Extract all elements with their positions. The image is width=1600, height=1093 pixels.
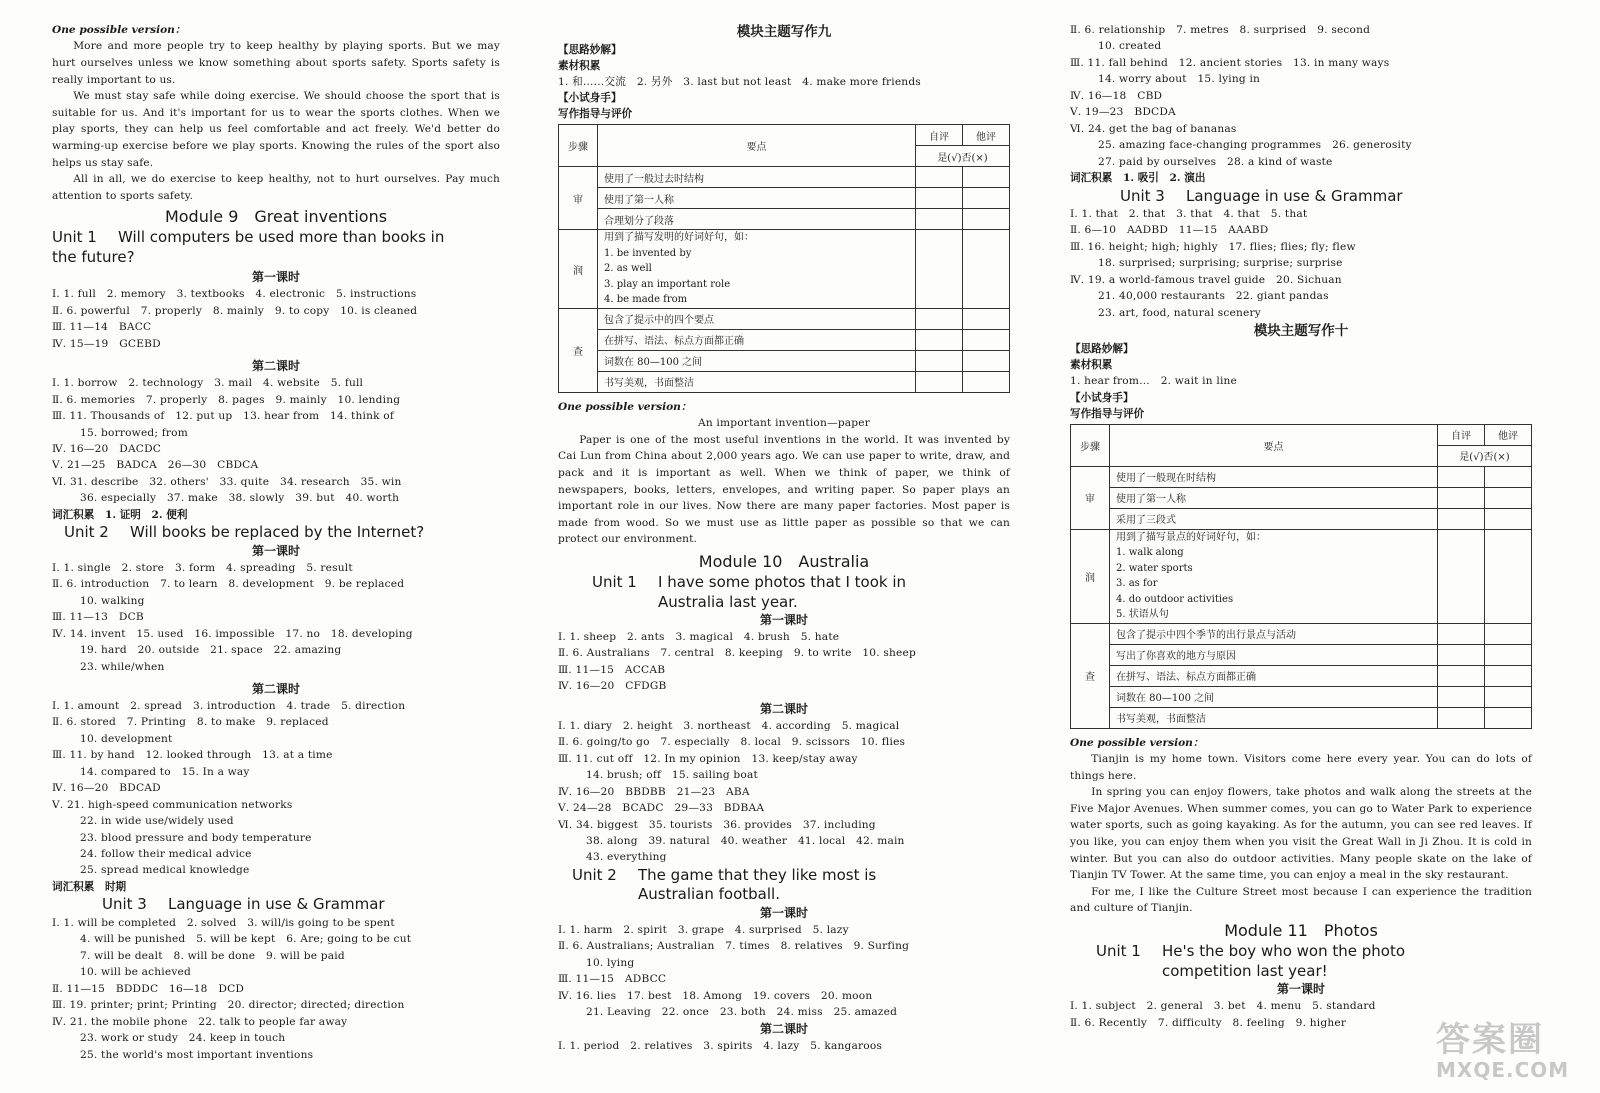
point-cell [598, 230, 916, 309]
essay-paragraph: In spring you can enjoy flowers, take photos and walk along the streets at the Five Major Avenues. When summer comes, you can go to Water Park to experience water sports, such as going kayaking. As for the autumn, you can see red leaves. If you like, you can enjoy them when you visit the Great Wall in Ji Zhou. It is cold in winter. But you can also do outdoor activities. Many people skate on the lake of Tianjin TV Tower. At the same time, you can enjoy a meal in the sky restaurant. [1070, 786, 1532, 882]
essay-paragraph: All in all, we do exercise to keep healthy, not to hurt ourselves. Pay much attention to sports safety. [52, 173, 500, 202]
answer-line: Ⅳ. 21. the mobile phone 22. talk to people far away [52, 1015, 348, 1028]
peer-eval-cell [1485, 487, 1532, 508]
points-header: 要点 [1110, 424, 1438, 466]
answer-line: Ⅰ. 1. subject 2. general 3. bet 4. menu 5. standard [1070, 1000, 1376, 1013]
unit-title [102, 895, 500, 915]
essay-paragraph: Tianjin is my home town. Visitors come here every year. You can do lots of things here. [1070, 753, 1532, 782]
answer-line: 10. lying [586, 956, 635, 969]
unit-number: Unit 1 [52, 228, 97, 247]
answer-line: Ⅲ. 16. height; high; highly 17. flies; flies; fly; flew [1070, 240, 1356, 253]
answer-line: Ⅲ. 19. printer; print; Printing 20. director; directed; direction [52, 999, 405, 1012]
polish-line: 用到了描写发明的好词好句，如： [604, 232, 754, 244]
answer-line: 25. spread medical knowledge [80, 864, 250, 877]
step-header: 步骤 [559, 125, 598, 167]
self-eval-cell [1438, 686, 1485, 707]
answer-line: Ⅴ. 21. high-speed communication networks [52, 798, 293, 811]
answer-line: Ⅵ. 34. biggest 35. tourists 36. provides 37. including [558, 818, 876, 831]
lesson-heading: 第二课时 [251, 681, 300, 696]
answer-line: Ⅲ. 11—13 DCB [52, 611, 144, 624]
point-cell [1110, 529, 1438, 623]
unit-number: Unit 1 [592, 573, 637, 592]
peer-eval-cell [963, 230, 1010, 309]
step-review: 审 [559, 167, 598, 230]
writing-section-title: 模块主题写作九 [736, 24, 832, 40]
evaluation-table [1070, 424, 1532, 729]
unit-title [1096, 942, 1532, 962]
answer-line: Ⅳ. 16. lies 17. best 18. Among 19. covers 20. moon [558, 989, 873, 1002]
peer-eval-cell [963, 308, 1010, 329]
point-cell: 书写美观，书面整洁 [598, 371, 916, 392]
column-1 [52, 22, 500, 1063]
essay-paragraph: We must stay safe while doing exercise. We should choose the sport that is suitable for us. And it's important for us to wear the sports clothes. When we play sports, they can help us feel comfortable and act freely. We'd better do warming-up exercise before we play sports. Knowing the rules of the sport also helps us stay safe. [52, 90, 500, 169]
unit-title-line: Australian football. [638, 885, 780, 904]
peer-eval-cell [963, 188, 1010, 209]
point-cell: 使用了一般现在时结构 [1110, 466, 1438, 487]
answer-line: Ⅲ. 11. fall behind 12. ancient stories 13. in many ways [1070, 56, 1390, 69]
unit-title-line: I have some photos that I took in [658, 573, 906, 592]
essay-paragraph: Paper is one of the most useful inventions in the world. It was invented by Cai Lun from China about 2,000 years ago. We can use paper to write, draw, and pack and it is important as well. When we think of paper, we think of newspapers, books, letters, envelopes, and writing paper. So paper plays an important role in our lives. Now there are many paper factories. Most paper is made from wood. So we must use as little paper as possible so that we can protect our environment. [558, 433, 1010, 546]
polish-line: 3. play an important role [604, 278, 731, 290]
answer-line: Ⅰ. 1. single 2. store 3. form 4. spreading 5. result [52, 561, 353, 574]
vocab-note: 词汇积累 1. 证明 2. 便利 [52, 508, 188, 521]
answer-line: 18. surprised; surprising; surprise; surprise [1098, 257, 1343, 270]
essay-label: One possible version： [52, 24, 186, 36]
self-eval-cell [1438, 707, 1485, 728]
essay-paragraph: More and more people try to keep healthy by playing sports. But we may hurt ourselves unless we know something about sports safety. Sports safety is really important to us. [52, 40, 500, 86]
self-eval-cell [916, 230, 963, 309]
answer-line: 24. follow their medical advice [80, 848, 252, 861]
point-cell: 词数在 80—100 之间 [1110, 686, 1438, 707]
lesson-heading: 第二课时 [759, 701, 808, 716]
vocab-note: 词汇积累 时期 [52, 880, 127, 893]
self-eval-cell [1438, 487, 1485, 508]
unit-title-line: competition last year! [1162, 961, 1328, 980]
point-cell: 包含了提示中四个季节的出行景点与活动 [1110, 623, 1438, 644]
self-eval-cell [1438, 644, 1485, 665]
unit-title-line: Language in use & Grammar [168, 895, 385, 914]
answer-line: Ⅵ. 24. get the bag of bananas [1070, 122, 1237, 135]
unit-title-line: He's the boy who won the photo [1162, 942, 1406, 961]
polish-line: 3. as for [1116, 578, 1158, 590]
peer-eval-cell [963, 350, 1010, 371]
thinking-label: 【思路妙解】 [1070, 343, 1134, 356]
answer-line: 10. walking [80, 594, 145, 607]
answer-line: Ⅰ. 1. full 2. memory 3. textbooks 4. electronic 5. instructions [52, 288, 417, 301]
answer-line: Ⅳ. 16—18 CBD [1070, 89, 1163, 102]
answer-line: Ⅱ. 6. relationship 7. metres 8. surprised 9. second [1070, 24, 1371, 36]
point-cell: 使用了第一人称 [1110, 487, 1438, 508]
unit-title-line: Australia last year. [658, 592, 798, 611]
answer-line: 21. Leaving 22. once 23. both 24. miss 25. amazed [586, 1006, 898, 1019]
answer-line: 4. will be punished 5. will be kept 6. Are; going to be cut [80, 933, 412, 946]
self-eval-cell [1438, 623, 1485, 644]
unit-title-line: Will computers be used more than books in [118, 228, 445, 247]
peer-eval-header: 他评 [1485, 424, 1532, 445]
answer-line: 23. work or study 24. keep in touch [80, 1032, 286, 1045]
step-polish: 润 [559, 230, 598, 309]
self-eval-cell [1438, 665, 1485, 686]
answer-line: Ⅳ. 16—20 BDCAD [52, 782, 161, 795]
answer-line: Ⅳ. 15—19 GCEBD [52, 337, 161, 350]
column-3 [1070, 22, 1532, 1031]
material-line: 1. hear from… 2. wait in line [1070, 375, 1238, 388]
peer-eval-cell [1485, 665, 1532, 686]
answer-line: Ⅱ. 6. stored 7. Printing 8. to make 9. replaced [52, 716, 329, 729]
answer-line: 10. created [1098, 40, 1162, 53]
answer-line: Ⅵ. 31. describe 32. others' 33. quite 34. research 35. win [52, 475, 402, 488]
polish-line: 4. do outdoor activities [1116, 593, 1234, 605]
lesson-heading: 第二课时 [251, 359, 300, 374]
peer-eval-cell [963, 371, 1010, 392]
point-cell: 写出了你喜欢的地方与原因 [1110, 644, 1438, 665]
answer-line: Ⅲ. 11. by hand 12. looked through 13. at a time [52, 749, 333, 762]
answer-line: 14. compared to 15. In a way [80, 765, 250, 778]
peer-eval-cell [1485, 466, 1532, 487]
trial-label: 【小试身手】 [558, 92, 622, 105]
watermark-bottom: MXQE.COM [1436, 1058, 1570, 1082]
answer-line: Ⅰ. 1. that 2. that 3. that 4. that 5. that [1070, 208, 1308, 221]
lesson-heading: 第一课时 [759, 905, 808, 920]
point-cell: 词数在 80—100 之间 [598, 350, 916, 371]
answer-line: Ⅲ. 11—15 ACCAB [558, 663, 666, 676]
answer-line: Ⅴ. 21—25 BADCA 26—30 CBDCA [52, 459, 259, 472]
unit-title-line: the future? [52, 247, 135, 266]
lesson-heading: 第一课时 [251, 270, 300, 285]
answer-line: 23. while/when [80, 660, 165, 673]
answer-line: 15. borrowed; from [80, 426, 188, 439]
answer-line: 10. development [80, 732, 173, 745]
lesson-heading: 第一课时 [251, 543, 300, 558]
answer-line: Ⅲ. 11—15 ADBCC [558, 973, 667, 986]
point-cell: 在拼写、语法、标点方面都正确 [1110, 665, 1438, 686]
answer-line: Ⅰ. 1. harm 2. spirit 3. grape 4. surprised 5. lazy [558, 923, 849, 936]
unit-title [52, 228, 500, 248]
unit-title [1120, 187, 1532, 207]
self-eval-cell [916, 350, 963, 371]
material-label: 素材积累 [1070, 359, 1113, 372]
answer-line: 19. hard 20. outside 21. space 22. amazing [80, 644, 342, 657]
unit-number: Unit 3 [102, 895, 147, 914]
step-review: 审 [1071, 466, 1110, 529]
essay-title: An important invention—paper [697, 417, 871, 430]
answer-line: Ⅱ. 6. Australians; Australian 7. times 8. relatives 9. Surfing [558, 940, 910, 953]
lesson-heading: 第一课时 [1276, 982, 1325, 997]
polish-line: 用到了描写景点的好词好句，如： [1116, 531, 1266, 543]
polish-line: 2. as well [604, 263, 652, 275]
material-label: 素材积累 [558, 60, 601, 72]
answer-line: 10. will be achieved [80, 966, 191, 979]
answer-line: 21. 40,000 restaurants 22. giant pandas [1098, 290, 1329, 303]
answer-line: 14. brush; off 15. sailing boat [586, 769, 758, 782]
answer-line: Ⅱ. 6. going/to go 7. especially 8. local 9. scissors 10. flies [558, 736, 906, 749]
step-header: 步骤 [1071, 424, 1110, 466]
point-cell: 书写美观，书面整洁 [1110, 707, 1438, 728]
self-eval-cell [916, 188, 963, 209]
points-header: 要点 [598, 125, 916, 167]
unit-title-line: The game that they like most is [638, 865, 877, 884]
essay-label: One possible version： [558, 400, 692, 413]
answer-line: 14. worry about 15. lying in [1098, 73, 1261, 86]
watermark-logo [1436, 1021, 1586, 1087]
answer-line: Ⅳ. 16—20 BBDBB 21—23 ABA [558, 785, 750, 798]
point-cell: 采用了三段式 [1110, 508, 1438, 529]
guide-label: 写作指导与评价 [558, 108, 633, 121]
answer-line: Ⅳ. 16—20 DACDC [52, 443, 162, 456]
answer-line: Ⅰ. 1. sheep 2. ants 3. magical 4. brush 5. hate [558, 631, 840, 644]
answer-line: 23. art, food, natural scenery [1098, 306, 1261, 319]
essay-label: One possible version： [1070, 736, 1204, 749]
yes-no-header: 是(√)否(×) [916, 146, 1010, 167]
self-eval-cell [1438, 466, 1485, 487]
answer-line: Ⅰ. 1. will be completed 2. solved 3. will/is going to be spent [52, 916, 395, 929]
answer-line: Ⅱ. 6. Australians 7. central 8. keeping 9. to write 10. sheep [558, 647, 916, 660]
unit-number: Unit 1 [1096, 942, 1141, 961]
answer-line: Ⅲ. 11—14 BACC [52, 321, 152, 334]
unit-title [64, 523, 500, 543]
answer-line: 38. along 39. natural 40. weather 41. local 42. main [586, 835, 905, 847]
lesson-heading: 第二课时 [759, 1021, 808, 1036]
unit-number: Unit 2 [64, 523, 109, 542]
answer-line: 25. the world's most important inventions [80, 1048, 314, 1061]
peer-eval-cell [963, 329, 1010, 350]
self-eval-cell [916, 167, 963, 188]
step-check: 查 [559, 308, 598, 392]
polish-line: 5. 状语从句 [1116, 609, 1169, 621]
unit-number: Unit 3 [1120, 186, 1165, 205]
self-eval-cell [916, 329, 963, 350]
peer-eval-cell [1485, 644, 1532, 665]
polish-line: 4. be made from [604, 294, 688, 306]
self-eval-cell [1438, 508, 1485, 529]
answer-line: Ⅲ. 11. Thousands of 12. put up 13. hear from 14. think of [52, 410, 394, 423]
answer-line: Ⅴ. 24—28 BCADC 29—33 BDBAA [558, 802, 765, 815]
point-cell: 包含了提示中的四个要点 [598, 308, 916, 329]
essay-paragraph: For me, I like the Culture Street most because I can experience the tradition and culture of Tianjin. [1070, 885, 1532, 915]
answer-line: Ⅰ. 1. borrow 2. technology 3. mail 4. website 5. full [52, 377, 364, 390]
unit-title [572, 866, 1010, 886]
self-eval-cell [916, 308, 963, 329]
column-2 [558, 22, 1010, 1054]
watermark-top: 答案圈 [1436, 1020, 1544, 1060]
unit-title-line: Will books be replaced by the Internet? [130, 523, 425, 542]
peer-eval-cell [1485, 529, 1532, 623]
thinking-label: 【思路妙解】 [558, 44, 622, 56]
answer-line: Ⅰ. 1. diary 2. height 3. northeast 4. according 5. magical [558, 719, 900, 732]
unit-number: Unit 2 [572, 865, 617, 884]
guide-label: 写作指导与评价 [1070, 407, 1145, 420]
peer-eval-cell [963, 209, 1010, 230]
answer-line: Ⅳ. 14. invent 15. used 16. impossible 17. no 18. developing [52, 627, 413, 640]
peer-eval-cell [1485, 707, 1532, 728]
answer-line: Ⅰ. 1. amount 2. spread 3. introduction 4. trade 5. direction [52, 699, 406, 712]
peer-eval-cell [963, 167, 1010, 188]
answer-line: Ⅱ. 6. Recently 7. difficulty 8. feeling 9. higher [1070, 1016, 1347, 1029]
material-line: 1. 和……交流 2. 另外 3. last but not least 4. make more friends [558, 76, 921, 88]
answer-line: Ⅳ. 16—20 CFDGB [558, 680, 667, 693]
self-eval-header: 自评 [916, 125, 963, 146]
self-eval-header: 自评 [1438, 424, 1485, 445]
answer-line: Ⅰ. 1. period 2. relatives 3. spirits 4. lazy 5. kangaroos [558, 1039, 883, 1052]
polish-line: 2. water sports [1116, 562, 1193, 574]
point-cell: 使用了第一人称 [598, 188, 916, 209]
answer-line: Ⅴ. 19—23 BDCDA [1070, 106, 1176, 119]
step-check: 查 [1071, 623, 1110, 728]
answer-line: 22. in wide use/widely used [80, 815, 234, 828]
yes-no-header: 是(√)否(×) [1438, 445, 1532, 466]
answer-line: Ⅲ. 11. cut off 12. In my opinion 13. keep/stay away [558, 752, 858, 765]
answer-line: 7. will be dealt 8. will be done 9. will be paid [80, 949, 345, 962]
answer-line: Ⅱ. 11—15 BDDDC 16—18 DCD [52, 982, 245, 995]
answer-line: Ⅱ. 6—10 AADBD 11—15 AAABD [1070, 224, 1269, 237]
writing-section-title: 模块主题写作十 [1253, 323, 1349, 340]
self-eval-cell [916, 209, 963, 230]
self-eval-cell [1438, 529, 1485, 623]
peer-eval-cell [1485, 623, 1532, 644]
answer-line: 27. paid by ourselves 28. a kind of waste [1098, 155, 1333, 168]
peer-eval-header: 他评 [963, 125, 1010, 146]
answer-line: 25. amazing face-changing programmes 26. generosity [1098, 139, 1412, 152]
point-cell: 在拼写、语法、标点方面都正确 [598, 329, 916, 350]
peer-eval-cell [1485, 508, 1532, 529]
self-eval-cell [916, 371, 963, 392]
unit-title-line: Language in use & Grammar [1186, 186, 1403, 205]
polish-line: 1. be invented by [604, 247, 692, 259]
evaluation-table [558, 124, 1010, 393]
answer-line: 36. especially 37. make 38. slowly 39. but 40. worth [80, 492, 400, 505]
module-title: Module 11 Photos [1224, 921, 1378, 941]
point-cell: 使用了一般过去时结构 [598, 167, 916, 188]
unit-title [592, 573, 1010, 593]
lesson-heading: 第一课时 [759, 613, 808, 628]
polish-line: 1. walk along [1116, 547, 1184, 559]
step-polish: 润 [1071, 529, 1110, 623]
module-title: Module 9 Great inventions [164, 207, 388, 227]
answer-line: Ⅳ. 19. a world-famous travel guide 20. Sichuan [1070, 273, 1342, 286]
answer-line: 23. blood pressure and body temperature [80, 831, 312, 844]
answer-line: Ⅱ. 6. introduction 7. to learn 8. development 9. be replaced [52, 578, 405, 591]
answer-line: 43. everything [586, 851, 667, 864]
peer-eval-cell [1485, 686, 1532, 707]
answer-line: Ⅱ. 6. memories 7. properly 8. pages 9. mainly 10. lending [52, 393, 401, 406]
trial-label: 【小试身手】 [1070, 391, 1134, 404]
module-title: Module 10 Australia [698, 552, 870, 572]
vocab-note: 词汇积累 1. 吸引 2. 演出 [1070, 172, 1206, 185]
answer-line: Ⅱ. 6. powerful 7. properly 8. mainly 9. to copy 10. is cleaned [52, 304, 418, 317]
point-cell: 合理划分了段落 [598, 209, 916, 230]
